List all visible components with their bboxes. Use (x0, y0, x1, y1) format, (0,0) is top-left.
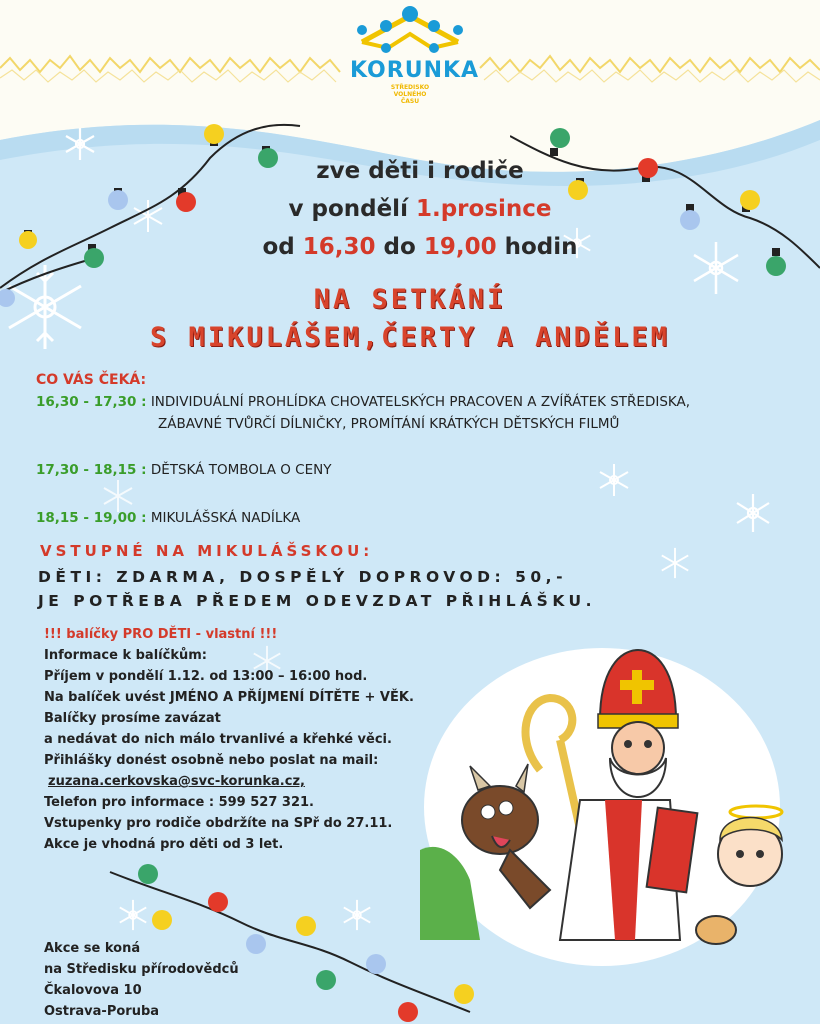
headline-line1: NA SETKÁNÍ (313, 284, 507, 315)
invitation-line1: zve děti i rodiče (316, 158, 524, 184)
program-title: CO VÁS ČEKÁ: (36, 372, 147, 388)
logo-name: KORUNKA (350, 58, 480, 83)
snowflake-icon (596, 462, 632, 498)
packages-line: Balíčky prosíme zavázat (44, 711, 221, 726)
crown-icon (350, 4, 470, 60)
invitation-line3: od 16,30 do 19,00 hodin (262, 234, 578, 260)
admission-note: JE POTŘEBA PŘEDEM ODEVZDAT PŘIHLÁŠKU. (38, 592, 597, 610)
email-link[interactable]: zuzana.cerkovska@svc-korunka.cz, (48, 774, 305, 789)
packages-line: Na balíček uvést JMÉNO A PŘÍJMENÍ DÍTĚTE + VĚK. (44, 690, 414, 705)
logo-subtitle: STŘEDISKO VOLNÉHO ČASU (390, 84, 430, 105)
mikulas-illustration (420, 640, 820, 1024)
packages-line: Informace k balíčkům: (44, 648, 207, 663)
venue-address: Akce se koná na Středisku přírodovědců Čkalovova 10 Ostrava-Poruba (44, 941, 239, 1019)
korunka-logo (350, 4, 480, 105)
packages-line: a nedávat do nich málo trvanlivé a křehké věci. (44, 732, 392, 747)
program-item-1: 16,30 - 17,30 : INDIVIDUÁLNÍ PROHLÍDKA CHOVATELSKÝCH PRACOVEN A ZVÍŘÁTEK STŘEDISKA, (36, 394, 691, 410)
program-item-2: 17,30 - 18,15 : DĚTSKÁ TOMBOLA O CENY (36, 462, 332, 478)
snowflake-icon (100, 478, 136, 514)
snowflake-icon (658, 546, 692, 580)
phone-info: Telefon pro informace : 599 527 321. (44, 795, 314, 810)
packages-info (44, 624, 414, 855)
packages-line: Příjem v pondělí 1.12. od 13:00 – 16:00 hod. (44, 669, 368, 684)
admission-title: VSTUPNÉ NA MIKULÁŠSKOU: (40, 542, 374, 560)
admission-price: DĚTI: ZDARMA, DOSPĚLÝ DOPROVOD: 50,- (38, 568, 568, 586)
snowflake-icon (732, 492, 774, 534)
program-item-1-cont: ZÁBAVNÉ TVŮRČÍ DÍLNIČKY, PROMÍTÁNÍ KRÁTKÝCH DĚTSKÝCH FILMŮ (158, 416, 620, 432)
program-item-3: 18,15 - 19,00 : MIKULÁŠSKÁ NADÍLKA (36, 510, 301, 526)
event-date: 1.prosince (415, 196, 552, 222)
headline-line2: S MIKULÁŠEM,ČERTY A ANDĚLEM (150, 322, 670, 353)
packages-line: Přihlášky donést osobně nebo poslat na mail: (44, 753, 379, 768)
invitation-line2: v pondělí 1.prosince (288, 196, 552, 222)
packages-alert: !!! balíčky PRO DĚTI - vlastní !!! (44, 627, 278, 642)
age-info: Akce je vhodná pro děti od 3 let. (44, 837, 284, 852)
tickets-info: Vstupenky pro rodiče obdržíte na SPř do 27.11. (44, 816, 393, 831)
